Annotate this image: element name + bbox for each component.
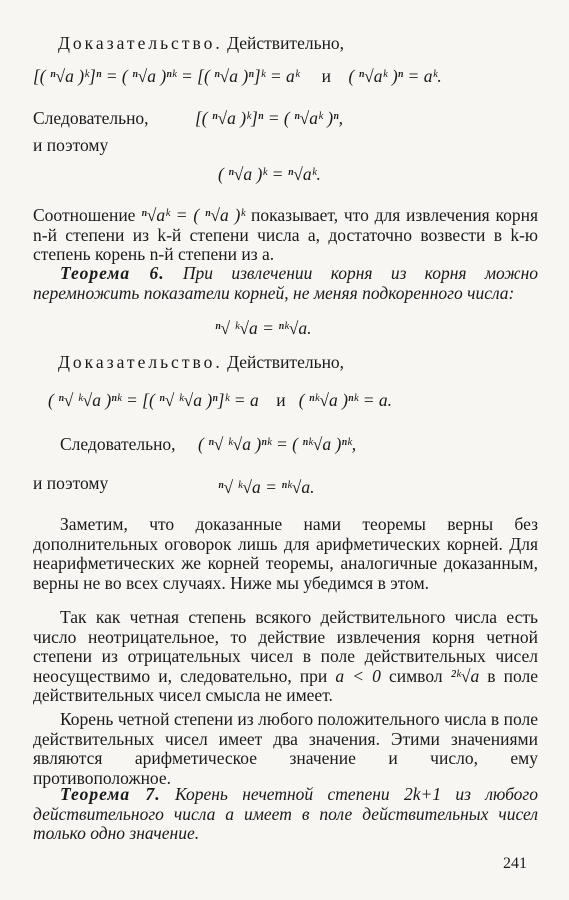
- theorem6-paragraph: [33, 264, 538, 303]
- remark-paragraph: [33, 206, 538, 265]
- paragraph-tail: в поле действительных чисел смысла не имеет.: [33, 665, 539, 705]
- remark-lead: Соотношение: [33, 205, 136, 225]
- paragraph: Заметим, что доказанные нами теоремы верны без дополнительных оговорок лишь для арифметических корней. Для неарифметических же корней теоремы, аналогичные доказанным, верны не во всех случаях. Ниже мы убедимся в этом.: [33, 514, 538, 593]
- theorem-statement: При извлечении корня из корня можно перемножить показатели корней, не меняя подкоренного числа:: [33, 263, 539, 303]
- proof-intro: Действительно,: [227, 33, 345, 53]
- equation: ⁿ√ ᵏ√a = ⁿᵏ√a.: [218, 477, 315, 497]
- remark-formula: ⁿ√aᵏ = ( ⁿ√a )ᵏ: [141, 205, 246, 225]
- paragraph: Корень четной степени из любого положительного числа в поле действительных чисел имеет два значения. Этими значениями являются арифметическое значение и число, ему противоположное.: [33, 709, 538, 788]
- symbol: ²ᵏ√a: [450, 665, 480, 686]
- symbol-label: символ: [388, 665, 443, 686]
- condition: a < 0: [335, 665, 381, 686]
- equation: [( ⁿ√a )ᵏ]ⁿ = ( ⁿ√a )ⁿᵏ = [( ⁿ√a )ⁿ]ᵏ = aᵏ: [33, 66, 300, 86]
- equation: ( ⁿ√aᵏ )ⁿ = aᵏ.: [348, 66, 442, 86]
- theorem-title: Теорема 7.: [60, 784, 161, 804]
- paragraph-text: Так как четная степень всякого действительного числа есть число неотрицательное, то действие извлечения корня четной степени из отрицательных чисел в поле действительных чисел неосуществимо и, следовательно, при: [33, 607, 538, 686]
- theorem6-formula: ⁿ√ ᵏ√a = ⁿᵏ√a.: [215, 318, 312, 338]
- theorem-statement: Корень нечетной степени 2k+1 из любого действительного числа a имеет в поле действительных чисел только одно значение.: [33, 784, 539, 843]
- proof1-line: [58, 33, 344, 53]
- theorem-title: Теорема 6.: [60, 263, 165, 283]
- proof2-line: [58, 352, 344, 372]
- hence-label: и поэтому: [33, 135, 109, 155]
- proof1-equation-row: [33, 66, 442, 86]
- conjunction: и: [276, 390, 286, 410]
- equation: ( ⁿᵏ√a )ⁿᵏ = a.: [298, 390, 393, 410]
- proof-heading: Доказательство.: [58, 33, 223, 53]
- proof2-equation-row: [48, 390, 392, 410]
- theorem7-paragraph: [33, 785, 538, 844]
- page-number: 241: [503, 855, 527, 872]
- equation: ( ⁿ√ ᵏ√a )ⁿᵏ = [( ⁿ√ ᵏ√a )ⁿ]ᵏ = a: [48, 390, 259, 410]
- paragraph: [33, 608, 538, 706]
- equation: ( ⁿ√ ᵏ√a )ⁿᵏ = ( ⁿᵏ√a )ⁿᵏ,: [198, 434, 357, 454]
- proof-intro: Действительно,: [227, 352, 345, 372]
- hence-label: и поэтому: [33, 473, 109, 493]
- proof-heading: Доказательство.: [58, 352, 223, 372]
- conjunction: и: [321, 66, 331, 86]
- equation: [( ⁿ√a )ᵏ]ⁿ = ( ⁿ√aᵏ )ⁿ,: [195, 108, 343, 128]
- therefore-label: Следовательно,: [60, 434, 176, 454]
- therefore-label: Следовательно,: [33, 108, 149, 128]
- equation: ( ⁿ√a )ᵏ = ⁿ√aᵏ.: [218, 164, 321, 184]
- remark-text: показывает, что для извлечения корня n-й степени из k-й степени числа a, достаточно возвести в k-ю степень корень n-й степени из a.: [33, 205, 539, 264]
